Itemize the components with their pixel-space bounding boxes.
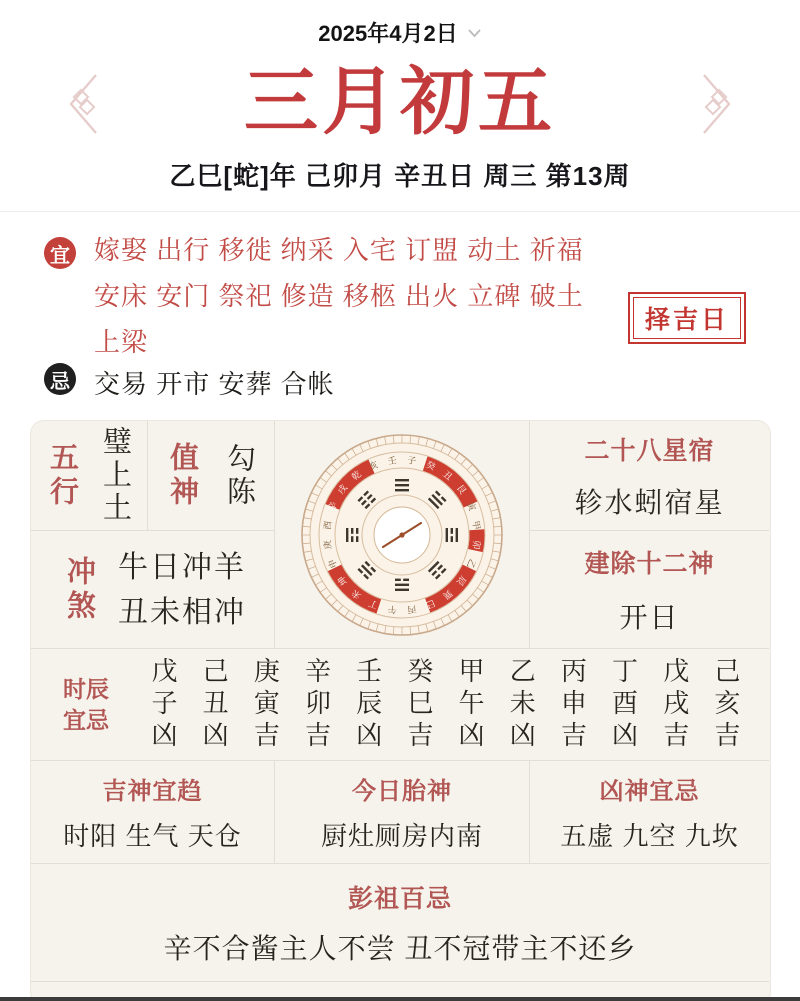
bottom-bar — [0, 997, 800, 1001]
evil-gods-cell — [530, 761, 769, 864]
hourly-luck-column: 丙申吉 — [557, 656, 588, 753]
pick-lucky-day-label: 择吉日 — [633, 297, 741, 339]
duty-god-label: 值神 — [166, 441, 198, 510]
hourly-luck-columns — [145, 657, 751, 753]
date-selector[interactable] — [0, 17, 800, 48]
fetus-god-value: 厨灶厕房内南 — [320, 821, 483, 851]
svg-text:庚: 庚 — [322, 539, 334, 550]
duty-god-value: 勾陈 — [223, 442, 255, 509]
svg-text:辰: 辰 — [454, 573, 469, 587]
svg-text:坤: 坤 — [335, 573, 350, 587]
hourly-luck-column: 戊戌吉 — [659, 656, 690, 753]
five-elements-cell — [31, 421, 148, 531]
svg-text:亥: 亥 — [367, 458, 380, 472]
svg-text:申: 申 — [326, 557, 340, 570]
svg-text:癸: 癸 — [424, 458, 437, 472]
almanac-table — [30, 420, 771, 1001]
hourly-luck-column: 庚寅吉 — [250, 656, 281, 753]
twelve-gods-label: 建除十二神 — [584, 549, 715, 578]
svg-text:丁: 丁 — [367, 597, 380, 611]
svg-text:未: 未 — [349, 587, 363, 601]
pengzu-taboo-label: 彭祖百忌 — [347, 884, 452, 913]
svg-text:午: 午 — [387, 603, 398, 615]
hourly-luck-column: 壬辰凶 — [352, 656, 383, 753]
lucky-gods-label: 吉神宜趋 — [102, 778, 203, 805]
pick-lucky-day-button[interactable] — [628, 292, 746, 344]
pengzu-taboo-cell — [31, 864, 769, 982]
clash-label: 冲煞 — [63, 555, 95, 624]
svg-text:壬: 壬 — [387, 454, 398, 466]
avoid-badge: 忌 — [44, 363, 76, 395]
duty-god-cell — [148, 421, 275, 531]
suitable-badge: 宜 — [44, 237, 76, 269]
gregorian-date: 2025年4月2日 — [318, 21, 458, 46]
svg-text:巳: 巳 — [424, 597, 437, 611]
hourly-luck-column: 甲午凶 — [455, 656, 486, 753]
svg-text:辛: 辛 — [326, 499, 340, 512]
lucky-gods-value: 时阳 生气 天仓 — [63, 821, 242, 851]
avoid-items: 交易 开市 安葬 合帐 — [94, 369, 335, 399]
svg-text:乙: 乙 — [464, 557, 478, 570]
evil-gods-label: 凶神宜忌 — [599, 778, 700, 805]
luopan-compass-cell — [275, 421, 530, 649]
lunar-date-title: 三月初五 — [244, 60, 556, 143]
chevron-down-icon — [467, 28, 482, 38]
constellations-label: 二十八星宿 — [584, 436, 715, 465]
svg-text:乾: 乾 — [349, 468, 363, 482]
suitable-items: 嫁娶 出行 移徙 纳采 入宅 订盟 动土 祈福 安床 安门 祭祀 修造 移柩 出火 立碑 破土 上梁 — [94, 235, 584, 357]
section-divider — [0, 211, 800, 212]
pengzu-taboo-value: 辛不合酱主人不尝 丑不冠带主不还乡 — [163, 932, 637, 964]
hourly-luck-column: 己丑凶 — [199, 656, 230, 753]
hourly-luck-label: 时辰 宜忌 — [63, 675, 109, 733]
svg-text:甲: 甲 — [470, 519, 482, 530]
hourly-luck-column: 乙未凶 — [506, 656, 537, 753]
hourly-luck-cell — [31, 649, 769, 761]
svg-text:艮: 艮 — [454, 482, 469, 496]
constellations-value: 轸水蚓宿星 — [574, 486, 725, 518]
constellations-cell — [530, 421, 769, 531]
svg-text:丑: 丑 — [441, 468, 455, 482]
evil-gods-value: 五虚 九空 九坎 — [560, 821, 739, 851]
svg-text:丙: 丙 — [406, 603, 417, 615]
five-elements-label: 五行 — [46, 441, 78, 510]
svg-text:寅: 寅 — [464, 499, 478, 512]
five-elements-value: 璧上土 — [99, 426, 131, 525]
twelve-gods-value: 开日 — [619, 601, 680, 633]
hourly-luck-column: 辛卯吉 — [301, 656, 332, 753]
hourly-luck-column: 丁酉凶 — [608, 656, 639, 753]
lucky-gods-cell — [31, 761, 275, 864]
hourly-luck-column: 癸巳吉 — [403, 656, 434, 753]
clash-line-2: 丑未相冲 — [118, 595, 246, 629]
luopan-compass-image — [299, 432, 505, 638]
clash-line-1: 牛日冲羊 — [118, 550, 246, 584]
hourly-luck-column: 己亥吉 — [710, 656, 741, 753]
clash-cell — [31, 531, 275, 649]
twelve-gods-cell — [530, 531, 769, 649]
fetus-god-label: 今日胎神 — [352, 778, 452, 805]
fetus-god-cell — [275, 761, 530, 864]
svg-text:酉: 酉 — [322, 519, 334, 530]
svg-text:巽: 巽 — [441, 587, 455, 601]
svg-text:卯: 卯 — [470, 539, 482, 550]
ganzhi-line: 乙巳[蛇]年 己卯月 辛丑日 周三 第13周 — [169, 161, 631, 191]
hourly-luck-column: 戊子凶 — [148, 656, 178, 753]
svg-text:子: 子 — [406, 454, 417, 466]
svg-text:戌: 戌 — [335, 482, 350, 496]
